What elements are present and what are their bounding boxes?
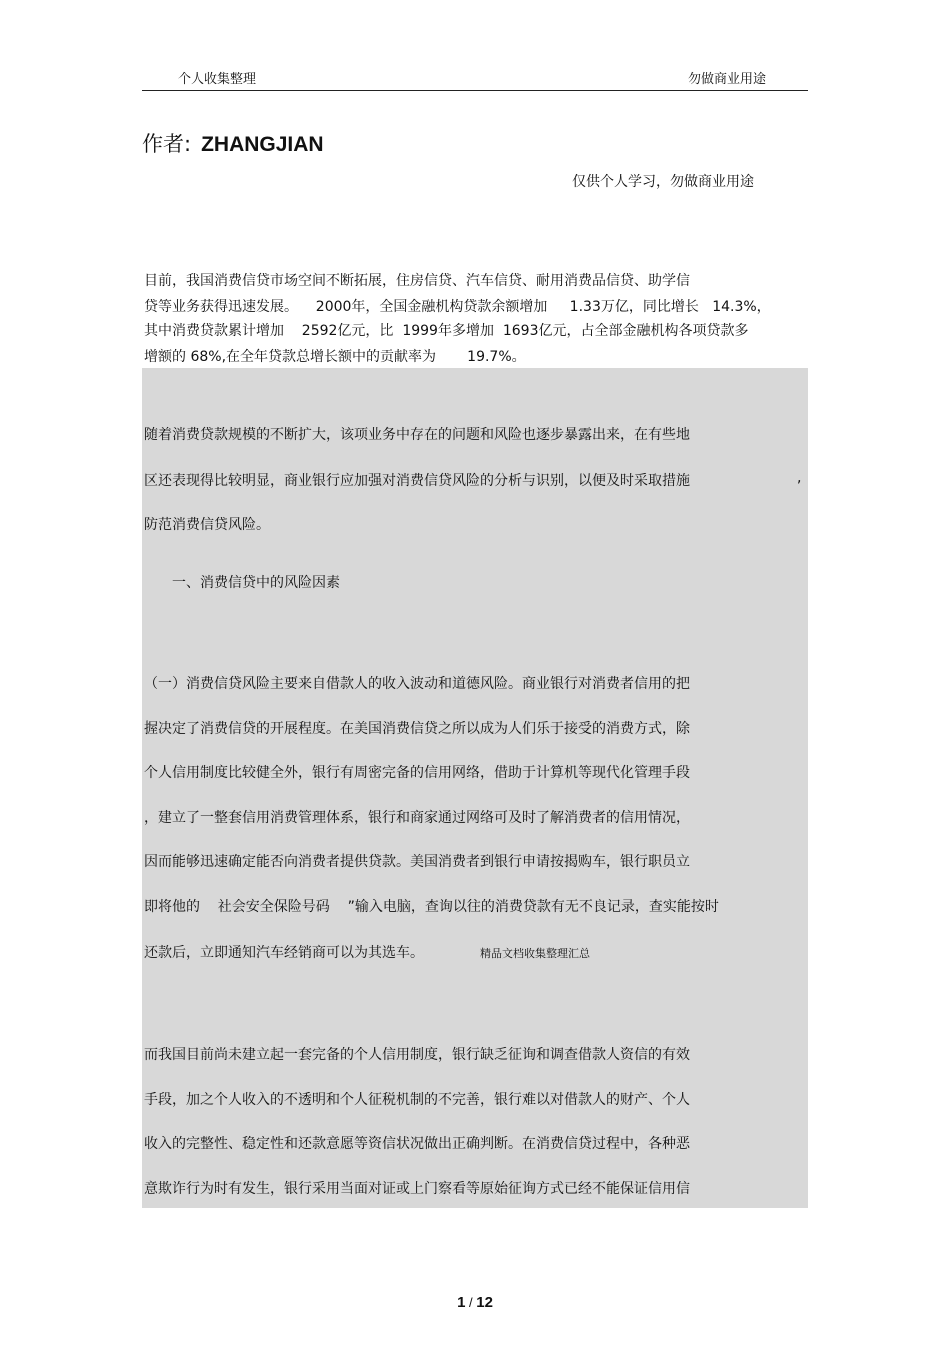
- body-line: 区还表现得比较明显，商业银行应加强对消费信贷风险的分析与识别，以便及时采取措施: [144, 473, 690, 489]
- page-total: 12: [476, 1294, 493, 1311]
- disclaimer: 仅供个人学习，勿做商业用途: [572, 174, 754, 190]
- header-right-text: 勿做商业用途: [688, 72, 767, 87]
- body-line: 手段，加之个人收入的不透明和个人征税机制的不完善，银行难以对借款人的财产、个人: [144, 1092, 690, 1108]
- body-line: 握决定了消费信贷的开展程度。在美国消费信贷之所以成为人们乐于接受的消费方式，除: [144, 721, 690, 737]
- body-line-comma: ,: [797, 470, 802, 486]
- page-current: 1: [457, 1294, 466, 1311]
- body-line: 还款后，立即通知汽车经销商可以为其选车。: [144, 945, 424, 961]
- body-line: 而我国目前尚未建立起一套完备的个人信用制度，银行缺乏征询和调查借款人资信的有效: [144, 1047, 690, 1063]
- body-line: 即将他的 社会安全保险号码 ”输入电脑，查询以往的消费贷款有无不良记录，查实能按时: [144, 899, 719, 915]
- header-divider: [142, 90, 808, 91]
- author-label: 作者:: [142, 132, 192, 156]
- body-line: 因而能够迅速确定能否向消费者提供贷款。美国消费者到银行申请按揭购车，银行职员立: [144, 854, 690, 870]
- author-line: [142, 128, 324, 158]
- intro-line-2: 贷等业务获得迅速发展。 2000年，全国金融机构贷款余额增加 1.33万亿，同比增长 14.3%，: [144, 299, 771, 315]
- author-name: ZHANGJIAN: [201, 133, 324, 156]
- watermark-note: 精品文档收集整理汇总: [480, 947, 590, 960]
- body-line: 意欺诈行为时有发生，银行采用当面对证或上门察看等原始征询方式已经不能保证信用信: [144, 1181, 690, 1197]
- body-line: 收入的完整性、稳定性和还款意愿等资信状况做出正确判断。在消费信贷过程中，各种恶: [144, 1136, 690, 1152]
- header-left-text: 个人收集整理: [178, 72, 257, 87]
- intro-line-3: 其中消费贷款累计增加 2592亿元，比 1999年多增加 1693亿元，占全部金融机构各项贷款多: [144, 323, 749, 339]
- body-line: 防范消费信贷风险。: [144, 517, 270, 533]
- intro-line-4: 增额的 68%,在全年贷款总增长额中的贡献率为 19.7%。: [144, 349, 526, 365]
- page-number: [0, 1294, 950, 1311]
- section-heading: 一、消费信贷中的风险因素: [172, 575, 340, 591]
- body-line: ，建立了一整套信用消费管理体系，银行和商家通过网络可及时了解消费者的信用情况，: [144, 810, 690, 826]
- page-separator: /: [465, 1295, 477, 1310]
- shaded-text-block: [142, 368, 808, 1208]
- intro-line-1: 目前，我国消费信贷市场空间不断拓展，住房信贷、汽车信贷、耐用消费品信贷、助学信: [144, 273, 690, 289]
- body-line: 个人信用制度比较健全外，银行有周密完备的信用网络，借助于计算机等现代化管理手段: [144, 765, 690, 781]
- body-line: 随着消费贷款规模的不断扩大，该项业务中存在的问题和风险也逐步暴露出来，在有些地: [144, 427, 690, 443]
- body-line: （一）消费信贷风险主要来自借款人的收入波动和道德风险。商业银行对消费者信用的把: [144, 676, 690, 692]
